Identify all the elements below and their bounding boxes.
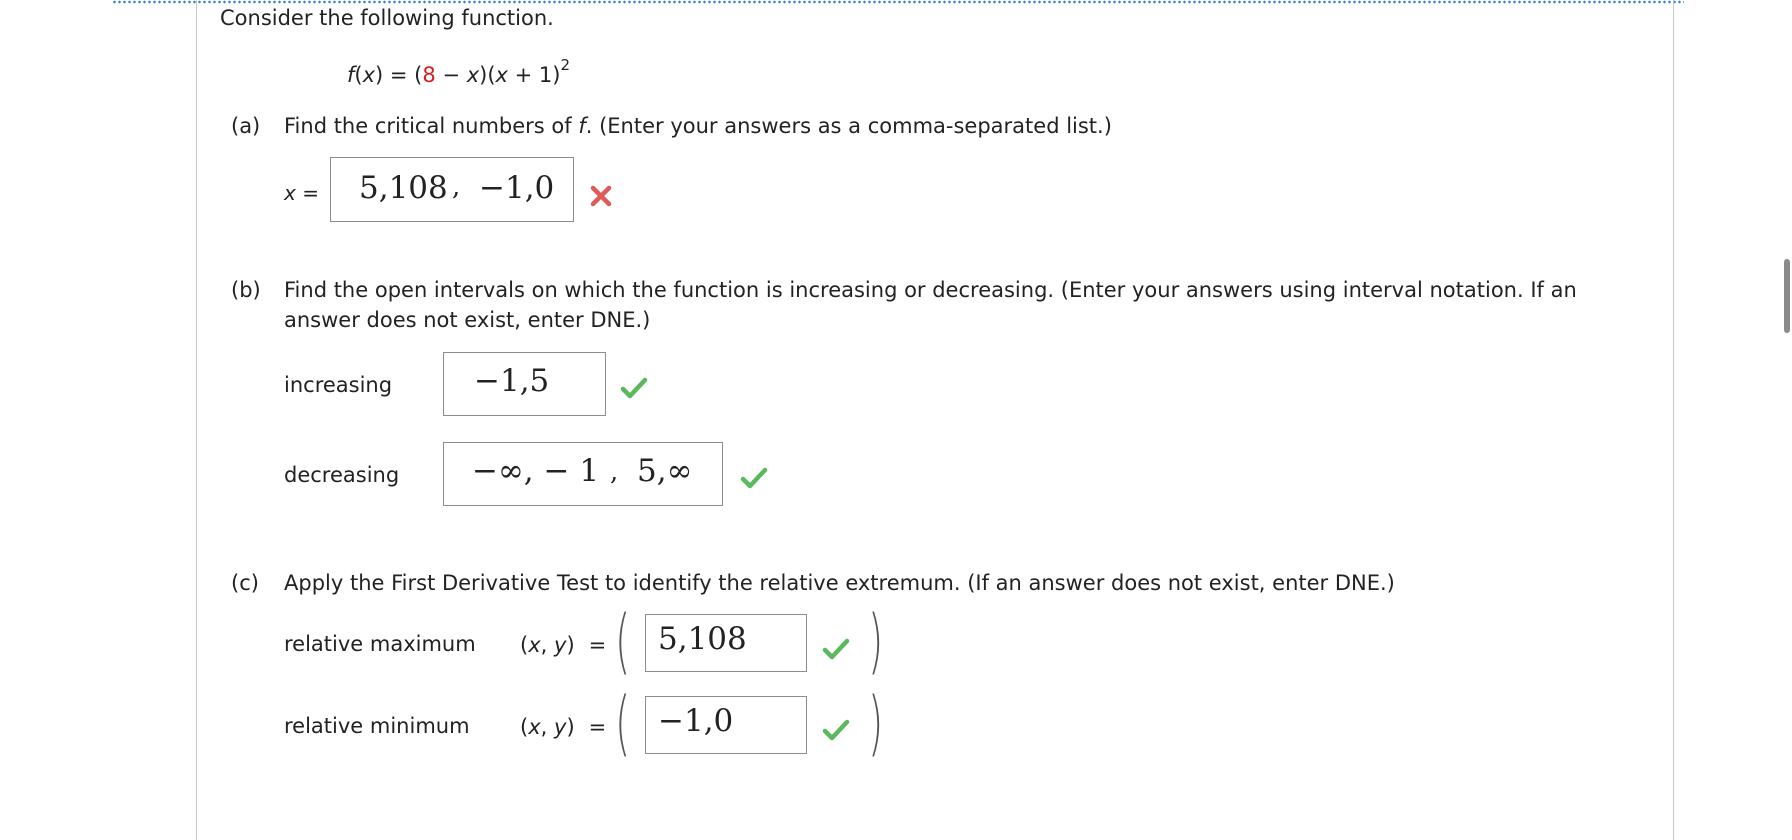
relative-minimum-value: −1,0 (658, 703, 734, 739)
decreasing-label: decreasing (284, 463, 400, 487)
comma: , (540, 633, 554, 657)
variable: x (495, 63, 508, 87)
right-paren: ) (868, 682, 884, 764)
correct-check-icon (822, 718, 850, 742)
equals: = (588, 633, 607, 657)
y-var: y (554, 715, 567, 739)
paren: ) (566, 633, 575, 657)
equals-open: ) = ( (375, 63, 423, 87)
xy-equals-label (520, 715, 606, 739)
paren: ( (520, 715, 529, 739)
decreasing-value-1: −∞, − 1 (472, 453, 600, 489)
scrollbar-thumb[interactable] (1784, 259, 1790, 333)
incorrect-x-icon (588, 183, 614, 209)
part-b-question-line2: answer does not exist, enter DNE.) (284, 308, 651, 332)
exponent: 2 (560, 56, 571, 74)
function-name: f (347, 63, 355, 87)
xy-equals-label (520, 633, 606, 657)
paren: ( (354, 63, 363, 87)
equals: = (302, 181, 319, 205)
critical-numbers-answer-box[interactable] (330, 157, 574, 222)
part-c-question: Apply the First Derivative Test to identify the relative extremum. (If an answer does not exist, enter DNE.) (284, 571, 1395, 595)
answer-value-2: −1,0 (479, 170, 555, 206)
increasing-answer-box[interactable] (443, 352, 606, 416)
decreasing-separator: , (610, 457, 619, 487)
answer-separator: , (452, 172, 461, 202)
plus-one: + 1) (507, 63, 561, 87)
right-paren: ) (868, 600, 884, 682)
decreasing-answer-box[interactable] (443, 442, 723, 506)
intro-text: Consider the following function. (220, 6, 554, 30)
relative-maximum-answer-box[interactable] (645, 614, 807, 672)
increasing-value: −1,5 (474, 363, 550, 399)
y-var: y (554, 633, 567, 657)
left-paren: ( (615, 682, 631, 764)
x-var: x (528, 633, 541, 657)
paren: ( (520, 633, 529, 657)
correct-check-icon (822, 637, 850, 661)
q-var: f (578, 114, 586, 138)
function-expression (347, 56, 571, 87)
relative-maximum-label: relative maximum (284, 632, 476, 656)
variable: x (362, 63, 376, 87)
q-text: . (Enter your answers as a comma-separated list.) (585, 114, 1112, 138)
left-paren: ( (615, 600, 631, 682)
variable: x (466, 63, 480, 87)
increasing-label: increasing (284, 373, 393, 397)
function-constant: 8 (422, 63, 436, 87)
paren: )( (479, 63, 496, 87)
part-b-question-line1: Find the open intervals on which the function is increasing or decreasing. (Enter your answers using interval notation. If an (284, 278, 1577, 302)
correct-check-icon (740, 466, 768, 490)
paren: ) (566, 715, 575, 739)
correct-check-icon (620, 376, 648, 400)
equals: = (588, 715, 607, 739)
decreasing-value-2: 5,∞ (637, 453, 693, 489)
answer-value-1: 5,108 (359, 170, 448, 206)
x-var: x (284, 181, 296, 205)
x-equals-label (284, 181, 319, 205)
relative-maximum-value: 5,108 (658, 621, 747, 657)
part-a-letter: (a) (231, 114, 261, 138)
part-a-question (284, 114, 1112, 138)
q-text: Find the critical numbers of (284, 114, 579, 138)
comma: , (540, 715, 554, 739)
relative-minimum-answer-box[interactable] (645, 696, 807, 754)
part-c-letter: (c) (231, 571, 259, 595)
minus: − (435, 63, 467, 87)
part-b-letter: (b) (231, 278, 261, 302)
relative-minimum-label: relative minimum (284, 714, 470, 738)
x-var: x (528, 715, 541, 739)
